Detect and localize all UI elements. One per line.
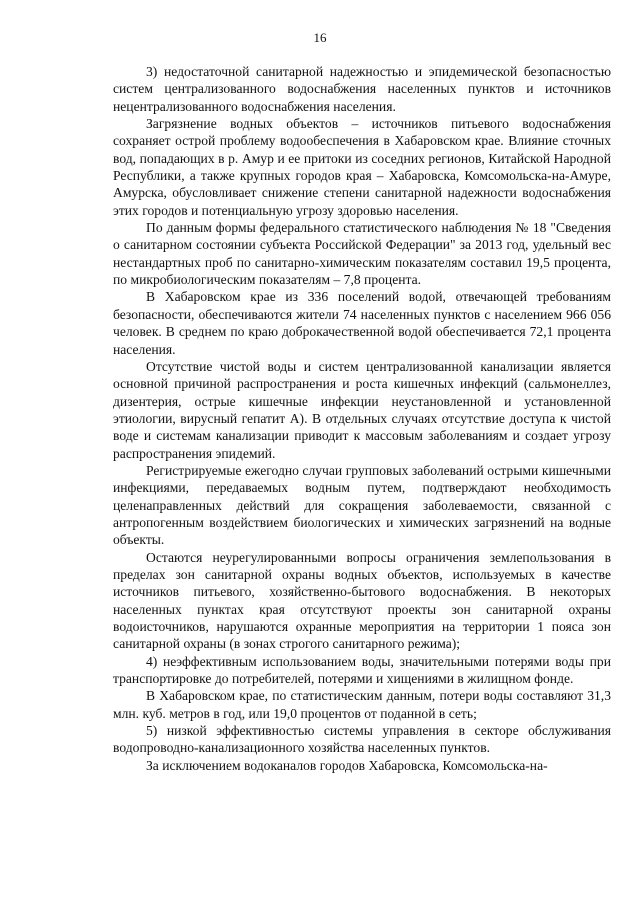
page-number: 16 xyxy=(313,30,327,45)
paragraph-10: 5) низкой эффективностью системы управления в секторе обслуживания водопроводно-канализационного хозяйства населенных пунктов. xyxy=(113,723,611,756)
document-body xyxy=(113,63,611,774)
paragraph-2: Загрязнение водных объектов – источников питьевого водоснабжения сохраняет острой проблему водообеспечения в Хабаровском крае. Влияние сточных вод, попадающих в р. Амур и ее притоки из соседних регионов, Китайской Народной Республики, а также крупных городов края – Хабаровска, Комсомольска-на-Амуре, Амурска, обусловливает снижение степени санитарной надежности водоснабжения этих городов и потенциальную угрозу здоровью населения. xyxy=(113,116,611,218)
paragraph-7: Остаются неурегулированными вопросы ограничения землепользования в пределах зон санитарной охраны водных объектов, используемых в качестве источников питьевого, хозяйственно-бытового водоснабжения. В некоторых населенных пунктах края отсутствуют проекты зон санитарной охраны водоисточников, нарушаются охранные мероприятия на территории 1 пояса зон санитарной охраны (в зонах строгого санитарного режима); xyxy=(113,549,611,652)
paragraph-5: Отсутствие чистой воды и систем централизованной канализации является основной причиной распространения и роста кишечных инфекций (сальмонеллез, дизентерия, острые кишечные инфекции неустановленной и установленной этиологии, вирусный гепатит А). В отдельных случаях отсутствие доступа к чистой воде и системам канализации приводит к массовым заболеваниям и создает угрозу распространения эпидемий. xyxy=(113,358,611,461)
paragraph-1: 3) недостаточной санитарной надежностью и эпидемической безопасностью систем централизованного водоснабжения населенных пунктов и источников нецентрализованного водоснабжения населения. xyxy=(113,64,611,114)
paragraph-3: По данным формы федерального статистического наблюдения № 18 "Сведения о санитарном состоянии субъекта Российской Федерации" за 2013 год, удельный вес нестандартных проб по санитарно-химическим показателям составил 19,5 процента, по микробиологическим показателям – 7,8 процента. xyxy=(113,220,611,288)
paragraph-9: В Хабаровском крае, по статистическим данным, потери воды составляют 31,3 млн. куб. метров в год, или 19,0 процентов от поданной в сеть; xyxy=(113,688,611,721)
paragraph-4: В Хабаровском крае из 336 поселений водой, отвечающей требованиям безопасности, обеспечиваются жители 74 населенных пунктов с населением 966 056 человек. В среднем по краю доброкачественной водой обеспечивается 72,1 процента населения. xyxy=(113,289,611,357)
paragraph-11: За исключением водоканалов городов Хабаровска, Комсомольска-на- xyxy=(146,757,548,773)
paragraph-6: Регистрируемые ежегодно случаи групповых заболеваний острыми кишечными инфекциями, передаваемых водным путем, подтверждают необходимость целенаправленных действий для сокращения заболеваемости, связанной с антропогенным воздействием биологических и химических загрязнений на водные объекты. xyxy=(113,462,611,548)
paragraph-8: 4) неэффективным использованием воды, значительными потерями воды при транспортировке до потребителей, потерями и хищениями в жилищном фонде. xyxy=(113,653,611,687)
